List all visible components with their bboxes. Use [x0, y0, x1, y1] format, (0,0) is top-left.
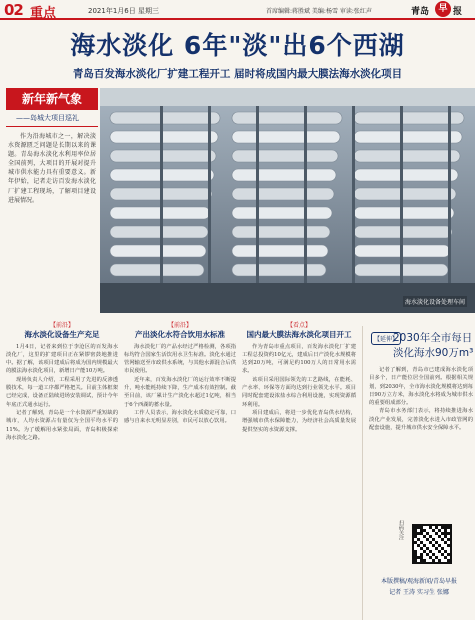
column-1-title: 海水淡化设备生产充足 — [24, 330, 100, 340]
column-3-title: 国内最大膜法海水淡化项目开工 — [246, 330, 352, 340]
divider — [6, 126, 98, 127]
sidebar-body — [369, 366, 473, 432]
paragraph: 现场负责人介绍，工程采用了先进的反渗透膜技术，每一道工序都严格把关。目前主体框架已经完成，设备正陆续进场安装调试，预计今年年底正式通水运行。 — [6, 376, 118, 408]
page-number: 02 — [4, 1, 23, 19]
paragraph: 海水淡化厂的产品水经过严格检测，各项指标均符合国家生活饮用水卫生标准。淡化水通过管网输送至市政供水系统，与其他水源混合后供市民使用。 — [124, 343, 236, 375]
qr-label: 扫码关注 — [398, 520, 404, 540]
article-column-3 — [242, 320, 356, 434]
column-3-tag: 【看点】 — [286, 322, 311, 329]
qr-code-icon[interactable] — [412, 524, 452, 564]
column-2-tag: 【前沿】 — [167, 322, 192, 329]
photo-caption: 海水淡化设备处理车间 — [403, 296, 467, 307]
credits-line-2: 记者 王涛 实习生 张娜 — [389, 589, 449, 596]
sidebar-title-line-2: 淡化海水90万m³ — [393, 347, 474, 359]
lead-paragraph: 作为沿海城市之一，解决淡水资源匮乏问题是长期以来的课题。青岛海水淡化水利用率位居全国前列，大项目的开展对提升城市供水能力具有重要意义。新年伊始，记者走访百发海水淡化厂扩建工程现场，了解项目建设进展情况。 — [8, 133, 96, 204]
column-2-title: 产出淡化水符合饮用水标准 — [135, 330, 225, 340]
paragraph: 项目建成后，将进一步优化青岛供水结构，增强城市供水保障能力，为经济社会高质量发展提供坚实的水资源支撑。 — [242, 409, 356, 433]
newspaper-logo: 青岛 早 报 — [411, 1, 471, 17]
paragraph: 作为青岛市重点项目，百发海水淡化厂扩建工程总投资约10亿元，建成后日产淡化水规模将达到20万吨，可满足约100万人的日常用水需求。 — [242, 343, 356, 375]
page-header — [0, 0, 475, 20]
article-column-2 — [124, 320, 236, 426]
paragraph: 工作人员表示，海水淡化水质稳定可靠，口感与自来水无明显差别，市民可以放心饮用。 — [124, 409, 236, 425]
paragraph: 青岛市水务部门表示，将持续推进海水淡化产业发展，完善淡化水进入市政管网的配套设施，提升城市供水安全保障水平。 — [369, 408, 473, 432]
article-column-1 — [6, 320, 118, 442]
credits-footer — [366, 576, 472, 598]
paragraph: 记者了解到，青岛是一个水资源严重短缺的城市，人均水资源占有量仅为全国平均水平的11%。为了缓解用水紧张局面，青岛积极探索海水淡化之路。 — [6, 409, 118, 441]
desalination-plant-photo — [100, 88, 475, 313]
subheadline: 青岛百发海水淡化厂扩建工程开工 届时将成国内最大膜法海水淡化项目 — [72, 68, 403, 80]
intro-tag: 新年新气象 — [6, 88, 98, 110]
sidebar-tag: 【延伸】 — [371, 332, 401, 345]
sidebar-title-line-1: 2030年全市每日 — [393, 332, 473, 344]
paragraph: 1月4日，记者来到位于李沧区的百发海水淡化厂，这里的扩建项目正在紧锣密鼓地推进中。据了解，该项目建成后将成为国内规模最大的膜法海水淡化项目，新增日产能10万吨。 — [6, 343, 118, 375]
paragraph: 该项目采用国际领先的工艺路线，在能耗、产水率、环保等方面均达到行业领先水平。项目同时配套建设浓盐水综合利用设施，实现资源循环利用。 — [242, 376, 356, 408]
paragraph: 记者了解到，青岛市已建成海水淡化项目多个，日产能位居全国前列。根据相关规划，到2030年，全市海水淡化规模将达到每日90万立方米，海水淡化水将成为城市供水的重要组成部分。 — [369, 367, 473, 407]
intro-subtitle: ——岛城大项目巡礼 — [16, 114, 79, 122]
column-1-tag: 【前沿】 — [49, 322, 74, 329]
paragraph: 近年来，百发海水淡化厂的运行效率不断提升，吨水能耗持续下降，生产成本有效控制。截至目前，该厂累计生产淡化水超过1亿吨，相当于6个西湖的蓄水量。 — [124, 376, 236, 408]
editors-line: 首席编辑:蒋胜斌 美编:杨雪 审读:张红声 — [266, 8, 372, 15]
credits-line-1: 本版撰稿/观海新闻/青岛早报 — [380, 578, 458, 585]
headline: 海水淡化 6年"淡"出6个西湖 — [70, 31, 405, 60]
issue-date: 2021年1月6日 星期三 — [88, 7, 159, 15]
intro-tag-box — [6, 88, 98, 126]
section-name: 重点 — [30, 6, 57, 21]
